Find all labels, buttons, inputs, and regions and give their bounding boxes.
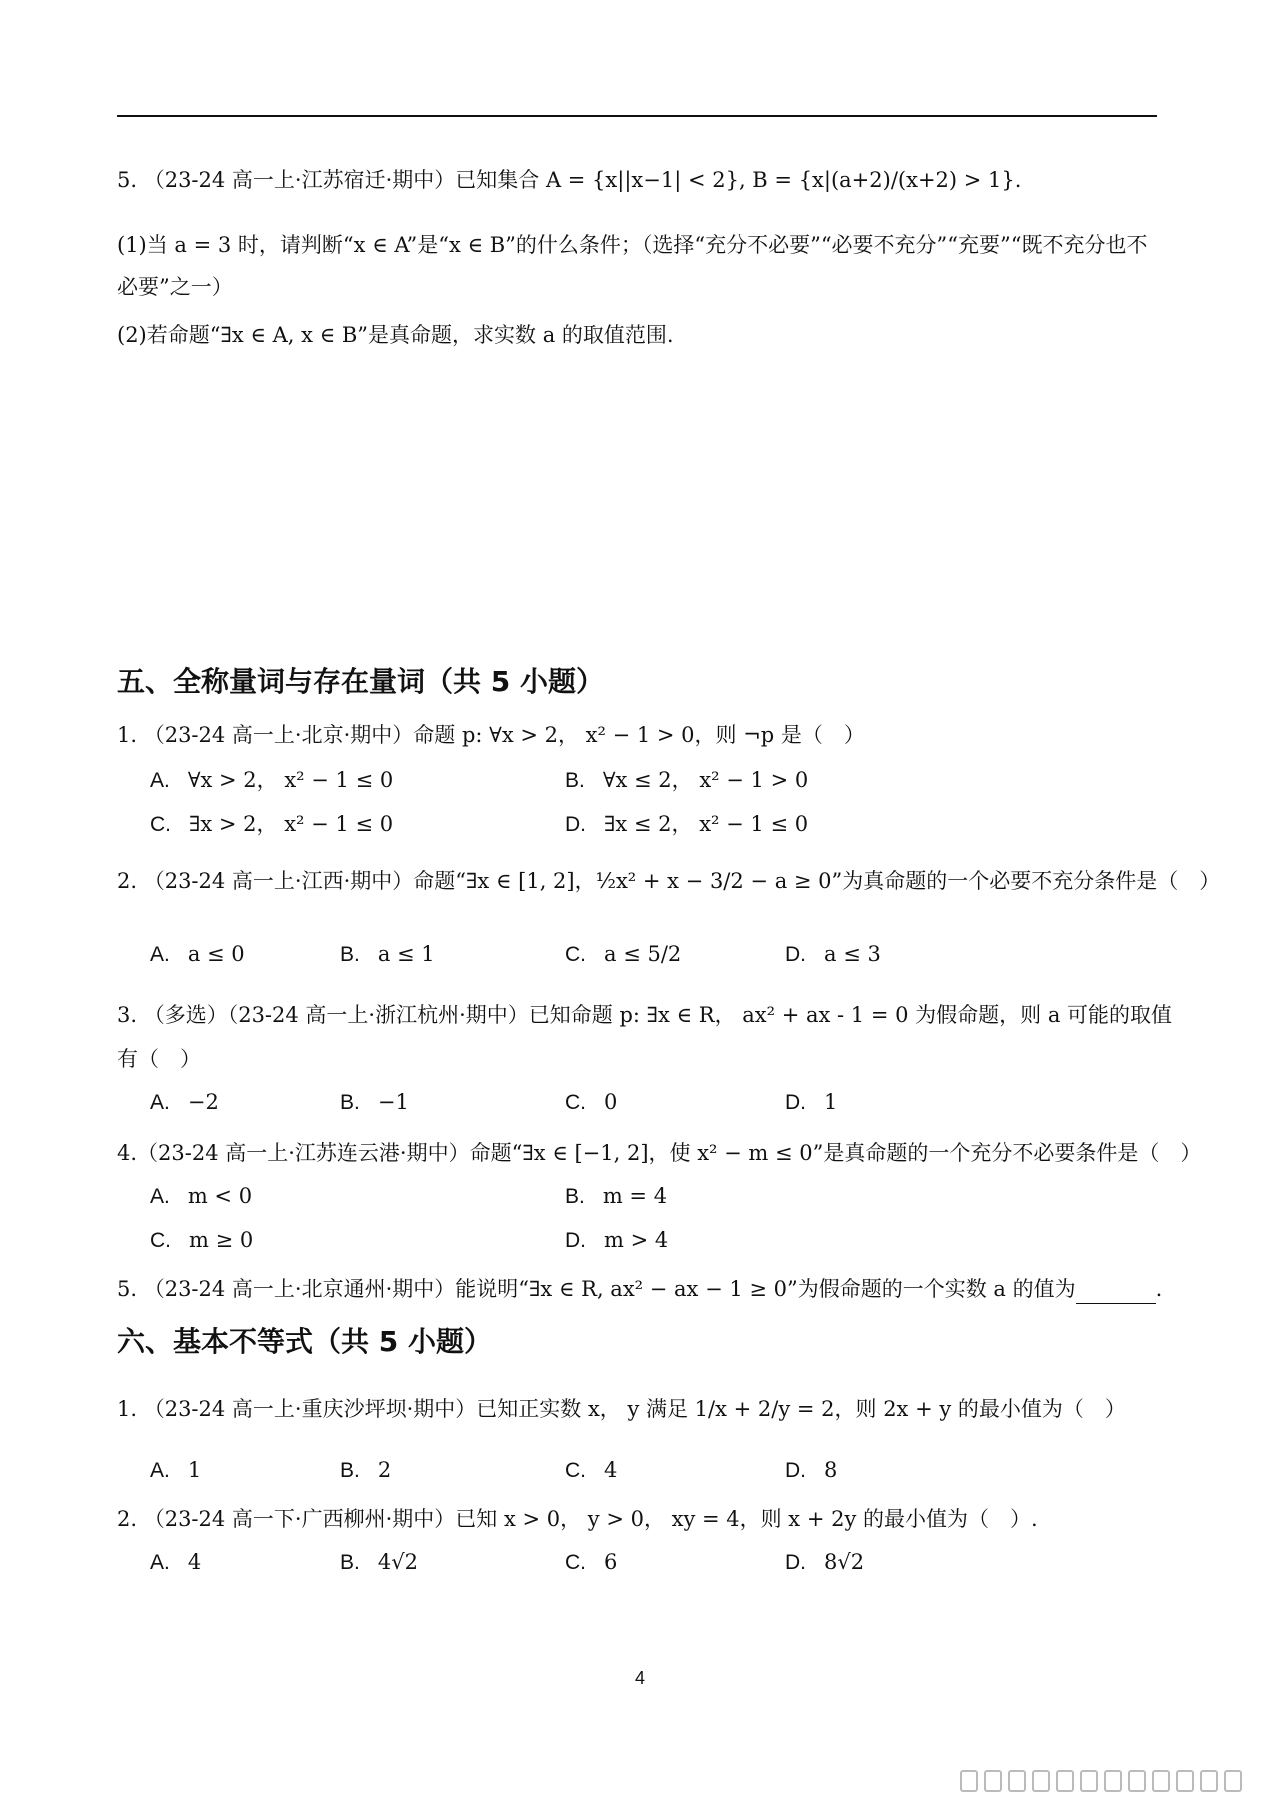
toolbar-tab xyxy=(1128,1770,1146,1792)
toolbar-tab xyxy=(1056,1770,1074,1792)
s5-q4-option-d[interactable]: D. m > 4 xyxy=(565,1228,669,1252)
s5-q3-option-c[interactable]: C. 0 xyxy=(565,1090,618,1114)
s5-q3-option-b[interactable]: B. −1 xyxy=(340,1090,409,1114)
s6-q1-option-a[interactable]: A. 1 xyxy=(150,1458,202,1482)
s6-q2-option-a[interactable]: A. 4 xyxy=(150,1550,202,1574)
s5-q1-stem: 1. （23-24 高一上·北京·期中）命题 p: ∀x > 2， x² − 1 > 0，则 ¬p 是（ ） xyxy=(117,723,865,747)
s6-q2-option-c[interactable]: C. 6 xyxy=(565,1550,618,1574)
toolbar-tab xyxy=(1200,1770,1218,1792)
s5-q3-option-d[interactable]: D. 1 xyxy=(785,1090,838,1114)
answer-blank[interactable] xyxy=(1076,1281,1156,1304)
s6-q2-option-b[interactable]: B. 4√2 xyxy=(340,1550,418,1574)
s5-q1-option-b[interactable]: B. ∀x ≤ 2， x² − 1 > 0 xyxy=(565,768,809,792)
q5-part1: (1)当 a = 3 时，请判断“x ∈ A”是“x ∈ B”的什么条件；（选择“充分不必要”“必要不充分”“充要”“既不充分也不 xyxy=(117,233,1148,257)
section-5-title: 五、全称量词与存在量词（共 5 小题） xyxy=(117,665,604,698)
s5-q3-stem: 3. （多选）（23-24 高一上·浙江杭州·期中）已知命题 p: ∃x ∈ R， ax² + ax - 1 = 0 为假命题，则 a 可能的取值 xyxy=(117,1003,1173,1027)
s5-q4-option-a[interactable]: A. m < 0 xyxy=(150,1184,253,1208)
toolbar-tab xyxy=(1152,1770,1170,1792)
s6-q1-stem: 1. （23-24 高一上·重庆沙坪坝·期中）已知正实数 x， y 满足 1/x + 2/y = 2，则 2x + y 的最小值为（ ） xyxy=(117,1397,1126,1421)
s5-q4-option-c[interactable]: C. m ≥ 0 xyxy=(150,1228,254,1252)
toolbar-tab xyxy=(960,1770,978,1792)
top-rule xyxy=(117,115,1157,117)
s6-q2-option-d[interactable]: D. 8√2 xyxy=(785,1550,865,1574)
toolbar-tab xyxy=(984,1770,1002,1792)
s5-q2-stem: 2. （23-24 高一上·江西·期中）命题“∃x ∈ [1, 2]，½x² + x − 3/2 − a ≥ 0”为真命题的一个必要不充分条件是（ ） xyxy=(117,869,1221,893)
s5-q3-option-a[interactable]: A. −2 xyxy=(150,1090,219,1114)
s6-q1-option-c[interactable]: C. 4 xyxy=(565,1458,618,1482)
s6-q1-option-b[interactable]: B. 2 xyxy=(340,1458,392,1482)
toolbar-tab xyxy=(1176,1770,1194,1792)
s5-q2-option-c[interactable]: C. a ≤ 5/2 xyxy=(565,942,682,966)
s5-q1-option-d[interactable]: D. ∃x ≤ 2， x² − 1 ≤ 0 xyxy=(565,812,809,836)
toolbar-tab xyxy=(1008,1770,1026,1792)
s5-q4-stem: 4.（23-24 高一上·江苏连云港·期中）命题“∃x ∈ [−1, 2]，使 x² − m ≤ 0”是真命题的一个充分不必要条件是（ ） xyxy=(117,1141,1202,1165)
s5-q1-option-c[interactable]: C. ∃x > 2， x² − 1 ≤ 0 xyxy=(150,812,394,836)
s6-q2-stem: 2. （23-24 高一下·广西柳州·期中）已知 x > 0， y > 0， xy = 4，则 x + 2y 的最小值为（ ）. xyxy=(117,1507,1038,1531)
toolbar-tab xyxy=(1224,1770,1242,1792)
toolbar-tab xyxy=(1104,1770,1122,1792)
toolbar-tab xyxy=(1080,1770,1098,1792)
s5-q3-stem-cont: 有（ ） xyxy=(117,1047,201,1071)
s6-q1-option-d[interactable]: D. 8 xyxy=(785,1458,838,1482)
s5-q2-option-b[interactable]: B. a ≤ 1 xyxy=(340,942,435,966)
s5-q5-stem: 5. （23-24 高一上·北京通州·期中）能说明“∃x ∈ R, ax² − ax − 1 ≥ 0”为假命题的一个实数 a 的值为 . xyxy=(117,1274,1165,1304)
section-6-title: 六、基本不等式（共 5 小题） xyxy=(117,1325,492,1358)
s5-q1-option-a[interactable]: A. ∀x > 2， x² − 1 ≤ 0 xyxy=(150,768,394,792)
watermark-toolbar xyxy=(960,1770,1260,1792)
q5-part2: (2)若命题“∃x ∈ A, x ∈ B”是真命题，求实数 a 的取值范围. xyxy=(117,323,674,347)
s5-q2-option-d[interactable]: D. a ≤ 3 xyxy=(785,942,881,966)
page-number: 4 xyxy=(634,1668,645,1688)
toolbar-tab xyxy=(1032,1770,1050,1792)
q5-stem: 5. （23-24 高一上·江苏宿迁·期中）已知集合 A = {x||x−1| < 2}, B = {x|(a+2)/(x+2) > 1}. xyxy=(117,168,1022,192)
s5-q4-option-b[interactable]: B. m = 4 xyxy=(565,1184,668,1208)
q5-part1-cont: 必要”之一） xyxy=(117,275,233,299)
s5-q2-option-a[interactable]: A. a ≤ 0 xyxy=(150,942,245,966)
